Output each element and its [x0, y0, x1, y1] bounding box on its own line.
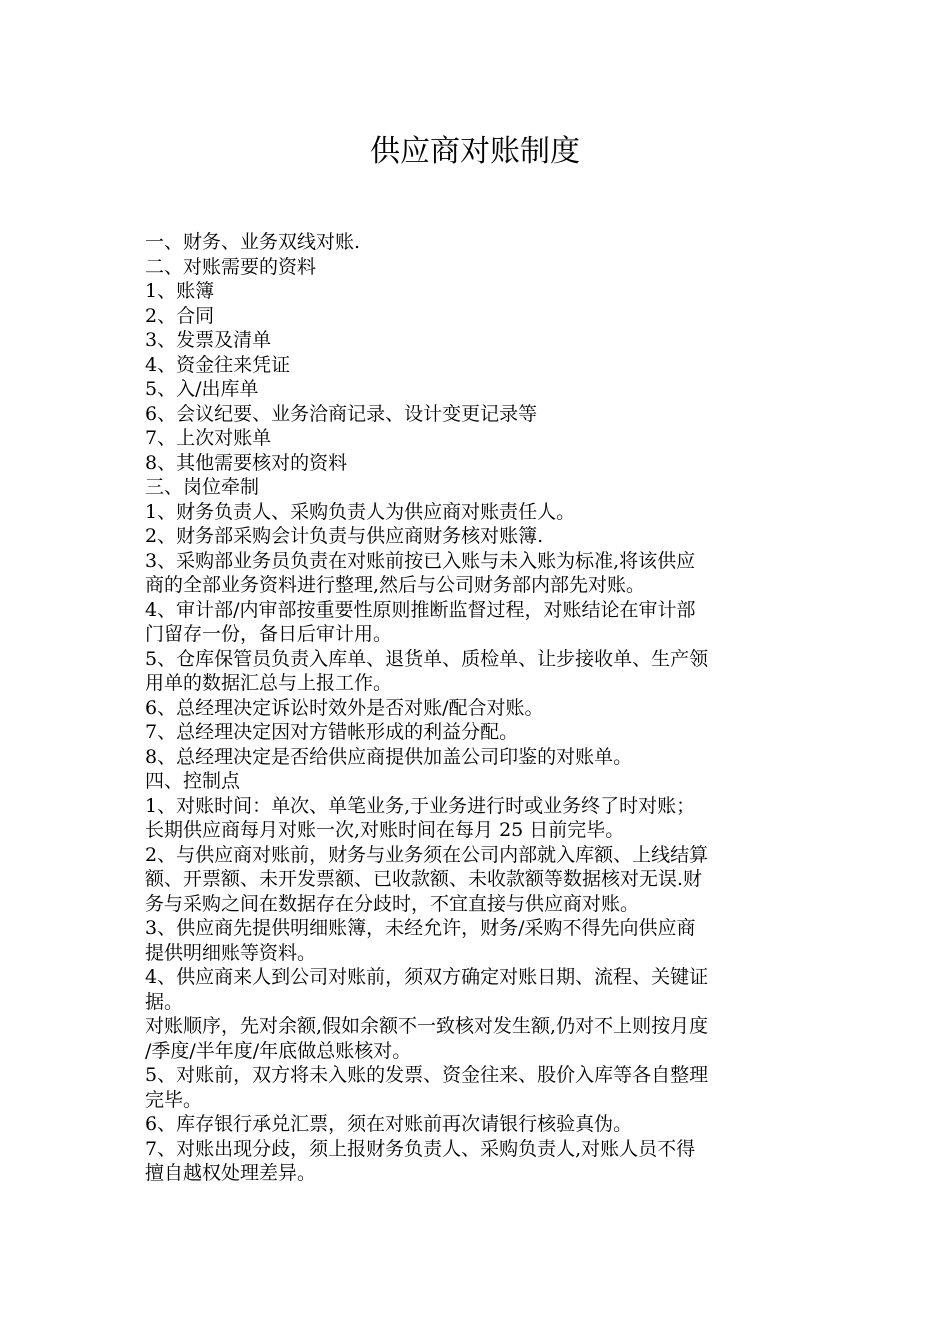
text-line: 3、供应商先提供明细账簿，未经允许，财务/采购不得先向供应商 — [145, 917, 696, 939]
text-line: 7、对账出现分歧，须上报财务负责人、采购负责人,对账人员不得 — [145, 1137, 696, 1160]
document-body — [145, 230, 810, 1186]
text-line: 三、岗位牵制 — [145, 476, 260, 498]
text-line: 对账顺序，先对余额,假如余额不一致核对发生额,仍对不上则按月度 — [145, 1015, 709, 1037]
text-line: 一、财务、业务双线对账. — [145, 231, 361, 253]
text-line: 6、会议纪要、业务洽商记录、设计变更记录等 — [145, 402, 538, 425]
text-line: /季度/半年度/年底做总账核对。 — [145, 1039, 412, 1062]
text-line: 据。 — [145, 990, 184, 1013]
text-line: 提供明细账等资料。 — [145, 941, 317, 964]
text-line: 1、财务负责人、采购负责人为供应商对账责任人。 — [145, 500, 576, 523]
text-line: 擅自越权处理差异。 — [145, 1162, 317, 1184]
text-line: 4、资金往来凭证 — [145, 353, 291, 376]
text-line: 6、总经理决定诉讼时效外是否对账/配合对账。 — [145, 696, 544, 719]
text-line: 完毕。 — [145, 1088, 203, 1111]
text-line: 门留存一份，备日后审计用。 — [145, 623, 393, 645]
text-line: 4、审计部/内审部按重要性原则推断监督过程，对账结论在审计部 — [145, 598, 696, 621]
text-line: 3、发票及清单 — [145, 329, 272, 351]
text-line: 额、开票额、未开发票额、已收款额、未收款额等数据核对无误.财 — [145, 868, 703, 890]
text-line: 3、采购部业务员负责在对账前按已入账与未入账为标准,将该供应 — [145, 549, 696, 572]
text-line: 8、总经理决定是否给供应商提供加盖公司印鉴的对账单。 — [145, 745, 633, 768]
text-line: 四、控制点 — [145, 770, 241, 792]
page-title: 供应商对账制度 — [370, 134, 580, 169]
text-line: 7、总经理决定因对方错帐形成的利益分配。 — [145, 721, 519, 743]
text-line: 2、财务部采购会计负责与供应商财务核对账簿. — [145, 525, 544, 547]
text-line: 2、合同 — [145, 304, 215, 327]
text-line: 5、入/出库单 — [145, 378, 259, 400]
text-line: 5、仓库保管员负责入库单、退货单、质检单、让步接收单、生产领 — [145, 647, 709, 670]
text-line: 务与采购之间在数据存在分歧时，不宜直接与供应商对账。 — [145, 892, 640, 915]
text-line: 2、与供应商对账前，财务与业务须在公司内部就入库额、上线结算 — [145, 843, 709, 866]
text-line: 1、账簿 — [145, 280, 215, 302]
text-line: 1、对账时间：单次、单笔业务,于业务进行时或业务终了时对账； — [145, 794, 696, 817]
text-line: 7、上次对账单 — [145, 427, 272, 449]
text-line: 用单的数据汇总与上报工作。 — [145, 672, 393, 694]
text-line: 4、供应商来人到公司对账前，须双方确定对账日期、流程、关键证 — [145, 966, 709, 988]
text-line: 二、对账需要的资料 — [145, 255, 317, 278]
text-line: 长期供应商每月对账一次,对账时间在每月 25 日前完毕。 — [145, 819, 625, 841]
text-line: 商的全部业务资料进行整理,然后与公司财务部内部先对账。 — [145, 574, 646, 596]
text-line: 8、其他需要核对的资料 — [145, 451, 348, 474]
text-line: 6、库存银行承兑汇票，须在对账前再次请银行核验真伪。 — [145, 1113, 633, 1135]
text-line: 5、对账前，双方将未入账的发票、资金往来、股价入库等各自整理 — [145, 1064, 709, 1086]
